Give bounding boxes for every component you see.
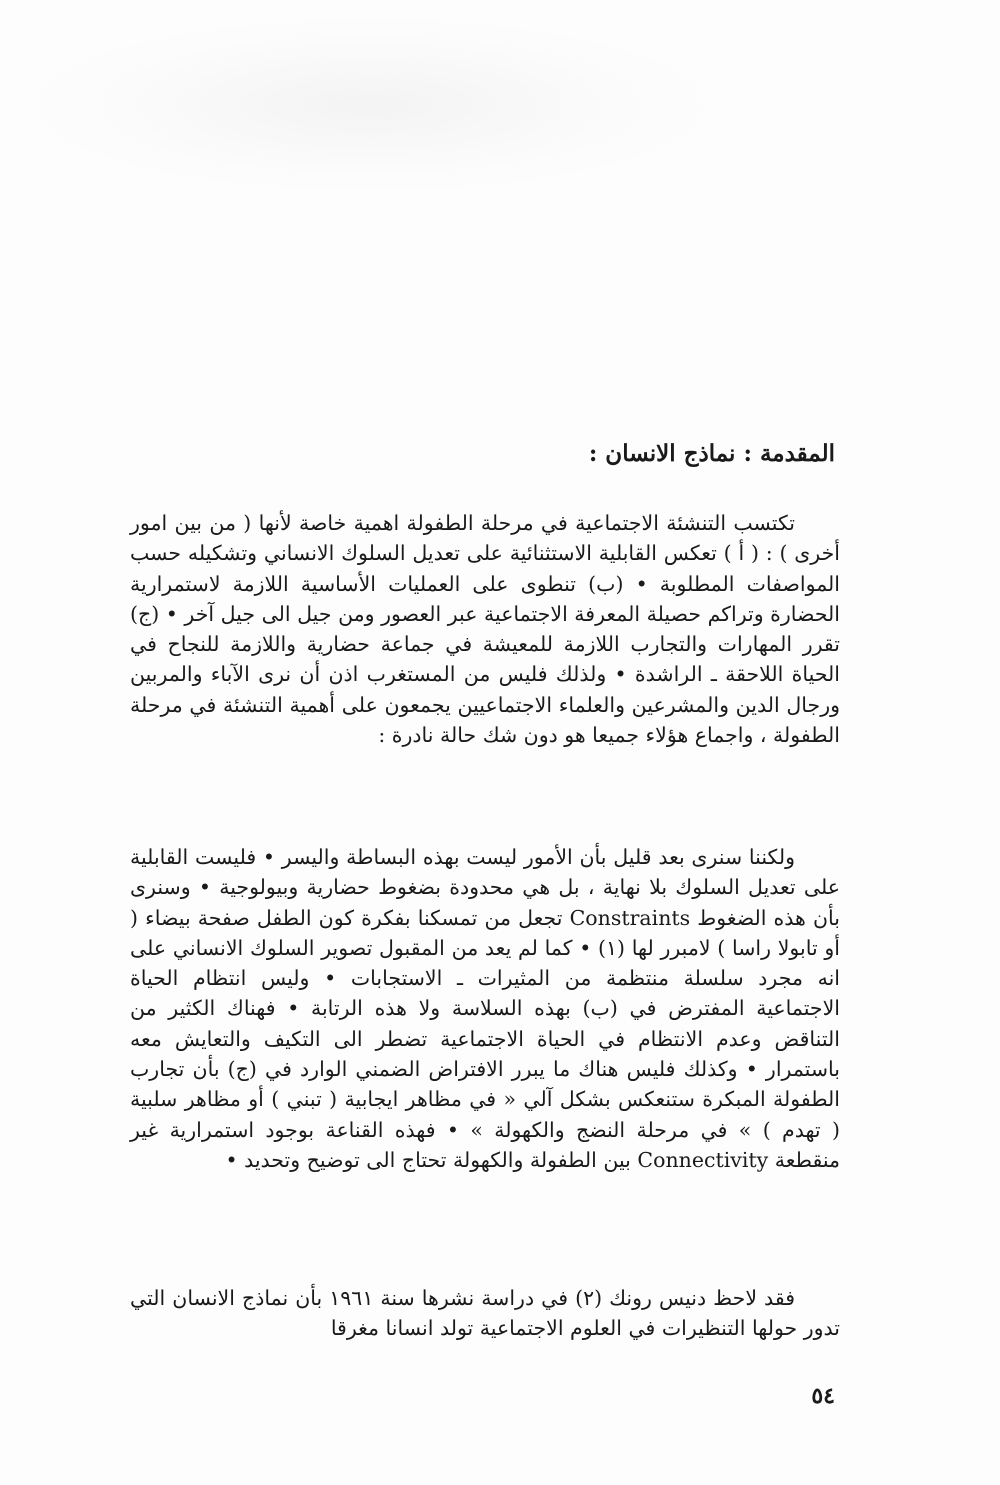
page-number: ٥٤ [811, 1383, 835, 1409]
paragraph-2 [130, 842, 840, 1175]
paragraph-1-text: تكتسب التنشئة الاجتماعية في مرحلة الطفولة اهمية خاصة لأنها ( من بين امور أخرى ) : ( أ ) تعكس القابلية الاستثنائية على تعديل السلوك الانساني وتشكيله حسب المواصفات المطلوبة • (ب) تنطوى على العمليات الأساسية اللازمة لاستمرارية الحضارة وتراكم حصيلة المعرفة الاجتماعية عبر العصور ومن جيل الى جيل آخر • (ج) تقرر المهارات والتجارب اللازمة للمعيشة في جماعة حضارية واللازمة للنجاح في الحياة اللاحقة ـ الراشدة • ولذلك فليس من المستغرب اذن أن نرى الآباء والمربين ورجال الدين والمشرعين والعلماء الاجتماعيين يجمعون على أهمية التنشئة في مرحلة الطفولة ، واجماع هؤلاء جميعا هو دون شك حالة نادرة : [130, 511, 840, 748]
show-through-bleed [40, 20, 700, 190]
paragraph-2-part-1: ولكننا سنرى بعد قليل بأن الأمور ليست بهذه البساطة واليسر • فليست القابلية على تعديل السلوك بلا نهاية ، بل هي محدودة بضغوط حضارية وبيولوجية • وسنرى بأن هذه الضغوط [130, 845, 840, 930]
paragraph-2-part-2: تجعل من تمسكنا بفكرة كون الطفل صفحة بيضاء ( أو تابولا راسا ) لامبرر لها (١) • كما لم يعد من المقبول تصوير السلوك الانساني على انه مجرد سلسلة منتظمة من المثيرات ـ الاستجابات • وليس انتظام الحياة الاجتماعية المفترض في (ب) بهذه السلاسة ولا هذه الرتابة • فهناك الكثير من التناقض وعدم الانتظام في الحياة الاجتماعية تضطر الى التكيف والتعايش معه باستمرار • وكذلك فليس هناك ما يبرر الافتراض الضمني الوارد في (ج) بأن تجارب الطفولة المبكرة ستنعكس بشكل آلي « في مظاهر ايجابية ( تبني ) أو مظاهر سلبية ( تهدم ) » في مرحلة النضج والكهولة » • فهذه القناعة بوجود استمرارية غير منقطعة [130, 905, 840, 1172]
paragraph-2-part-3: بين الطفولة والكهولة تحتاج الى توضيح وتحديد • [225, 1147, 631, 1172]
paragraph-3 [130, 1283, 840, 1344]
paragraph-3-text: فقد لاحظ دنيس رونك (٢) في دراسة نشرها سنة ١٩٦١ بأن نماذج الانسان التي تدور حولها التنظيرات في العلوم الاجتماعية تولد انسانا مغرقا [130, 1286, 840, 1341]
term-connectivity: Connectivity [637, 1147, 769, 1172]
section-heading: المقدمة : نماذج الانسان : [588, 440, 835, 467]
paragraph-1 [130, 508, 840, 750]
term-constraints: Constraints [569, 905, 691, 930]
paragraph-2-text [130, 842, 840, 1175]
